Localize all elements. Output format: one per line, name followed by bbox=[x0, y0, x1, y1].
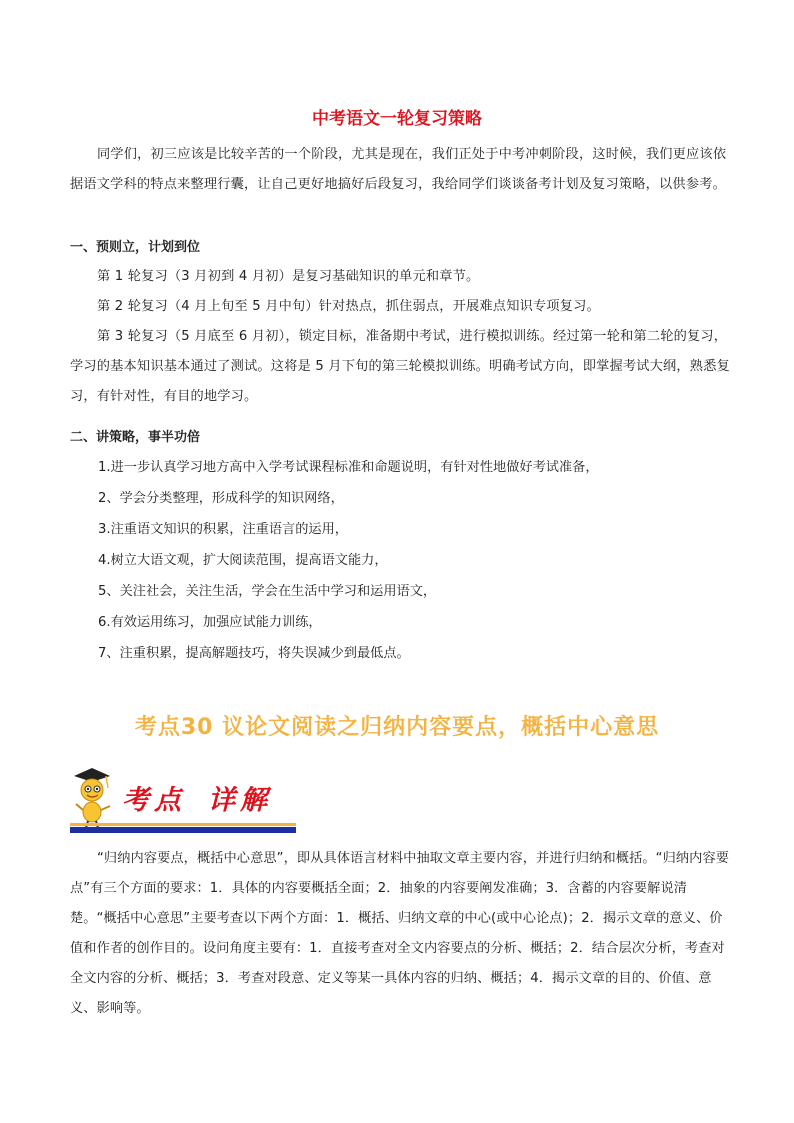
topic-title: 考点30 议论文阅读之归纳内容要点，概括中心意思 bbox=[134, 715, 660, 740]
section1-item-2: 第 2 轮复习（4 月上旬至 5 月中旬）针对热点，抓住弱点，开展难点知识专项复习。 bbox=[97, 299, 600, 314]
section2-item-2: 2、学会分类整理，形成科学的知识网络， bbox=[98, 491, 344, 506]
section1-item-1: 第 1 轮复习（3 月初到 4 月初）是复习基础知识的单元和章节。 bbox=[97, 269, 480, 284]
page-title: 中考语文一轮复习策略 bbox=[312, 109, 482, 129]
section1-item-3: 第 3 轮复习（5 月底至 6 月初），锁定目标，准备期中考试，进行模拟训练。经过第一轮和第二轮的复习，学习的基本知识基本通过了测试。这将是 5 月下旬的第三轮模拟训练。明确考试方向，即掌握考试大纲，熟悉复习，有针对性，有目的地学习。 bbox=[70, 329, 730, 404]
section2-item-4: 4.树立大语文观，扩大阅读范围，提高语文能力， bbox=[98, 553, 388, 568]
section2-item-6: 6.有效运用练习，加强应试能力训练， bbox=[98, 615, 322, 630]
section2-item-3: 3.注重语文知识的积累，注重语言的运用， bbox=[98, 522, 348, 537]
detail-paragraph: “归纳内容要点，概括中心意思”，即从具体语言材料中抽取文章主要内容，并进行归纳和概括。“归纳内容要点”有三个方面的要求：1．具体的内容要概括全面；2．抽象的内容要阐发准确；3．含蓄的内容要解说清楚。“概括中心意思”主要考查以下两个方面：1．概括、归纳文章的中心(或中心论点)；2．揭示文章的意义、价值和作者的创作目的。设问角度主要有：1．直接考查对全文内容要点的分析、概括；2．结合层次分析，考查对全文内容的分析、概括；3．考查对段意、定义等某一具体内容的归纳、概括；4．揭示文章的目的、价值、意义、影响等。 bbox=[70, 851, 730, 1016]
banner-accent-line bbox=[70, 823, 296, 826]
section2-item-7: 7、注重积累，提高解题技巧，将失误减少到最低点。 bbox=[98, 646, 410, 661]
section1-heading: 一、预则立，计划到位 bbox=[70, 240, 201, 255]
intro-paragraph: 同学们，初三应该是比较辛苦的一个阶段，尤其是现在，我们正处于中考冲刺阶段，这时候，我们更应该依据语文学科的特点来整理行囊，让自己更好地搞好后段复习，我给同学们谈谈备考计划及复习策略，以供参考。 bbox=[70, 147, 727, 192]
section2-item-1: 1.进一步认真学习地方高中入学考试课程标准和命题说明，有针对性地做好考试准备， bbox=[98, 460, 599, 475]
banner-word-xiangjie: 详解 bbox=[208, 785, 272, 816]
section2-item-5: 5、关注社会，关注生活，学会在生活中学习和运用语文， bbox=[98, 584, 437, 599]
banner-underline bbox=[70, 827, 296, 833]
section2-heading: 二、讲策略，事半功倍 bbox=[70, 430, 201, 445]
banner-word-kaodian: 考点 bbox=[122, 785, 186, 816]
